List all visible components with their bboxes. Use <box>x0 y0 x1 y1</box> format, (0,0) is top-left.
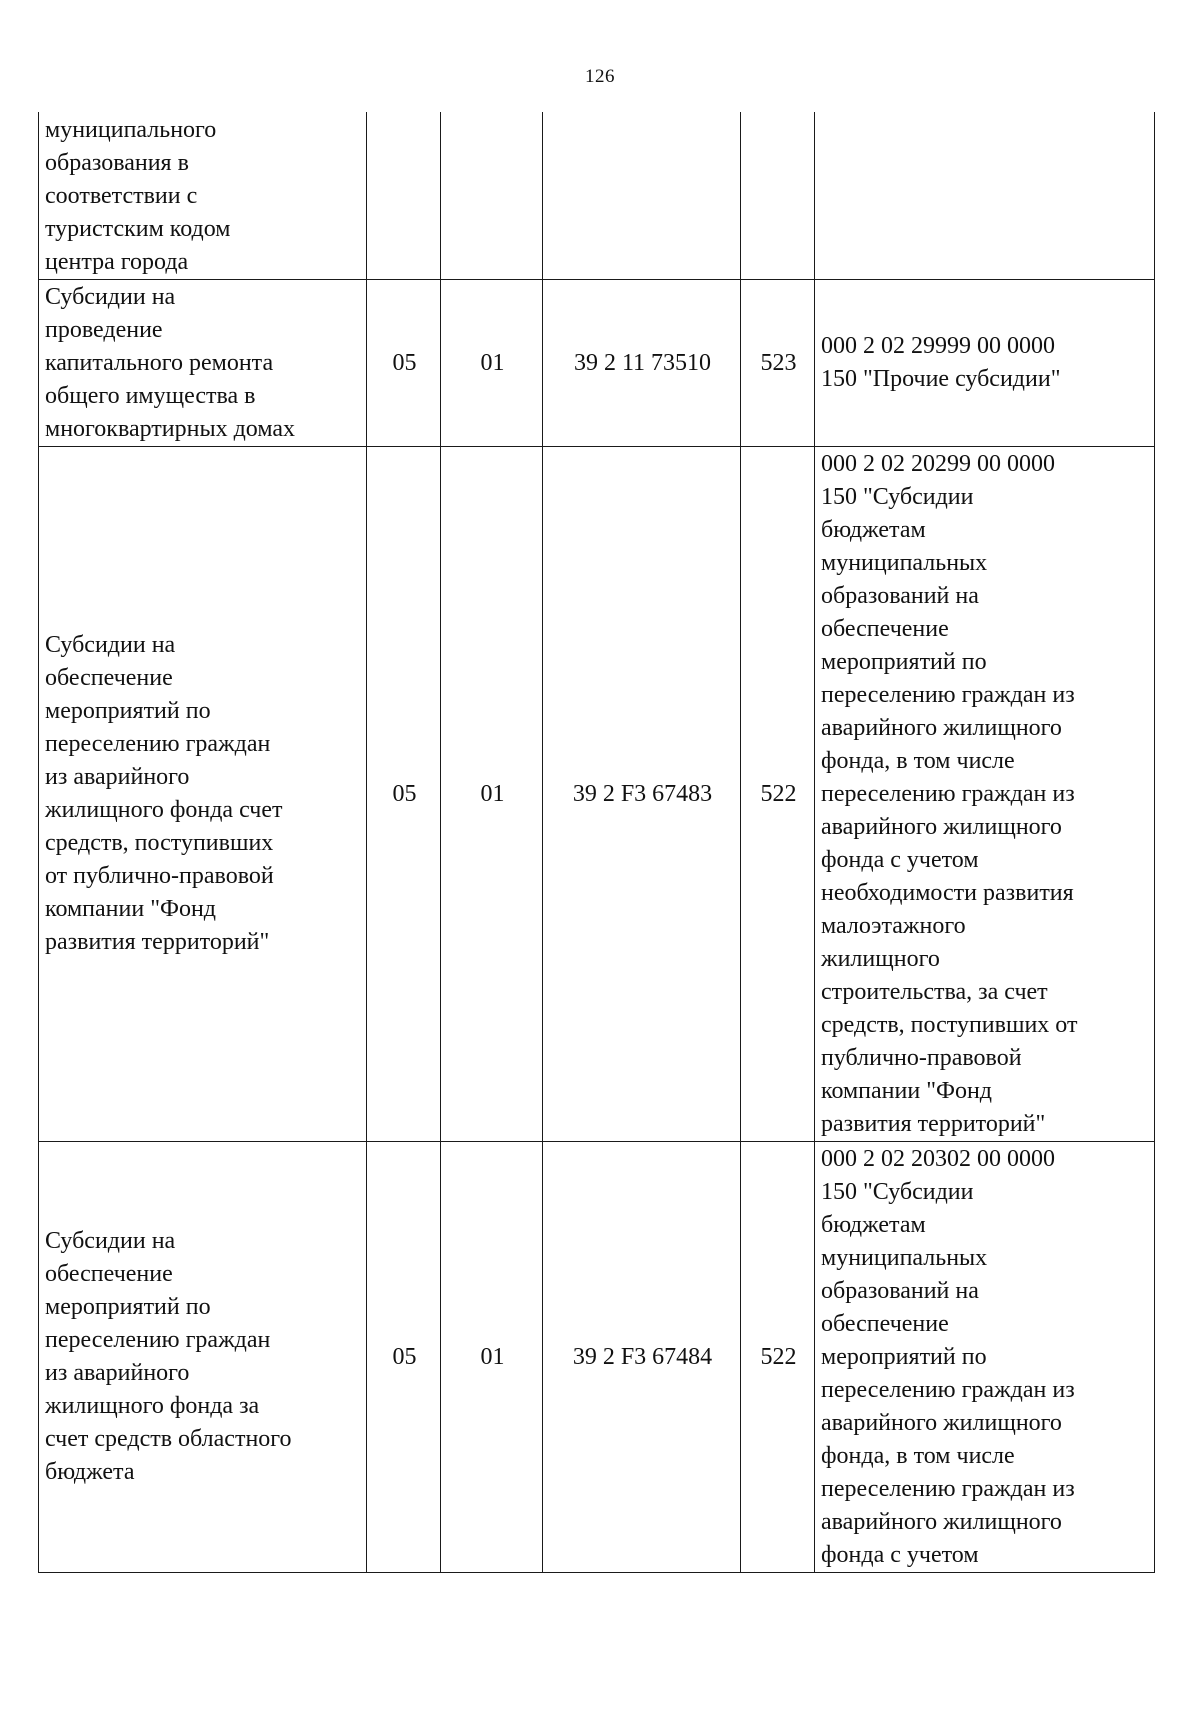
expense-type-cell: 523 <box>741 280 815 447</box>
section-cell: 05 <box>367 280 441 447</box>
table-row <box>39 112 1155 280</box>
subsection-cell: 01 <box>441 447 543 1142</box>
revenue-code-cell: 000 2 02 20302 00 0000 150 "Субсидии бюджетам муниципальных образований на обеспечение мероприятий по переселению граждан из аварийного жилищного фонда, в том числе переселению граждан из аварийного жилищного фонда с учетом <box>815 1142 1155 1573</box>
revenue-code-cell: 000 2 02 20299 00 0000 150 "Субсидии бюджетам муниципальных образований на обеспечение мероприятий по переселению граждан из аварийного жилищного фонда, в том числе переселению граждан из аварийного жилищного фонда с учетом необходимости развития малоэтажного жилищного строительства, за счет средств, поступивших от публично-правовой компании "Фонд развития территорий" <box>815 447 1155 1142</box>
section-cell <box>367 112 441 280</box>
section-cell: 05 <box>367 447 441 1142</box>
table-row <box>39 280 1155 447</box>
budget-table <box>38 112 1155 1573</box>
subsection-cell: 01 <box>441 280 543 447</box>
revenue-code-cell <box>815 112 1155 280</box>
expense-name-cell: Субсидии на обеспечение мероприятий по переселению граждан из аварийного жилищного фонда счет средств, поступивших от публично-правовой компании "Фонд развития территорий" <box>39 447 367 1142</box>
expense-type-cell <box>741 112 815 280</box>
page-number: 126 <box>585 66 615 87</box>
target-article-cell: 39 2 F3 67483 <box>543 447 741 1142</box>
expense-name-cell: муниципального образования в соответствии с туристским кодом центра города <box>39 112 367 280</box>
expense-name-cell: Субсидии на проведение капитального ремонта общего имущества в многоквартирных домах <box>39 280 367 447</box>
table-row <box>39 447 1155 1142</box>
section-cell: 05 <box>367 1142 441 1573</box>
expense-type-cell: 522 <box>741 1142 815 1573</box>
target-article-cell <box>543 112 741 280</box>
expense-type-cell: 522 <box>741 447 815 1142</box>
revenue-code-cell: 000 2 02 29999 00 0000 150 "Прочие субсидии" <box>815 280 1155 447</box>
subsection-cell: 01 <box>441 1142 543 1573</box>
subsection-cell <box>441 112 543 280</box>
table-row <box>39 1142 1155 1573</box>
target-article-cell: 39 2 11 73510 <box>543 280 741 447</box>
target-article-cell: 39 2 F3 67484 <box>543 1142 741 1573</box>
expense-name-cell: Субсидии на обеспечение мероприятий по переселению граждан из аварийного жилищного фонда за счет средств областного бюджета <box>39 1142 367 1573</box>
